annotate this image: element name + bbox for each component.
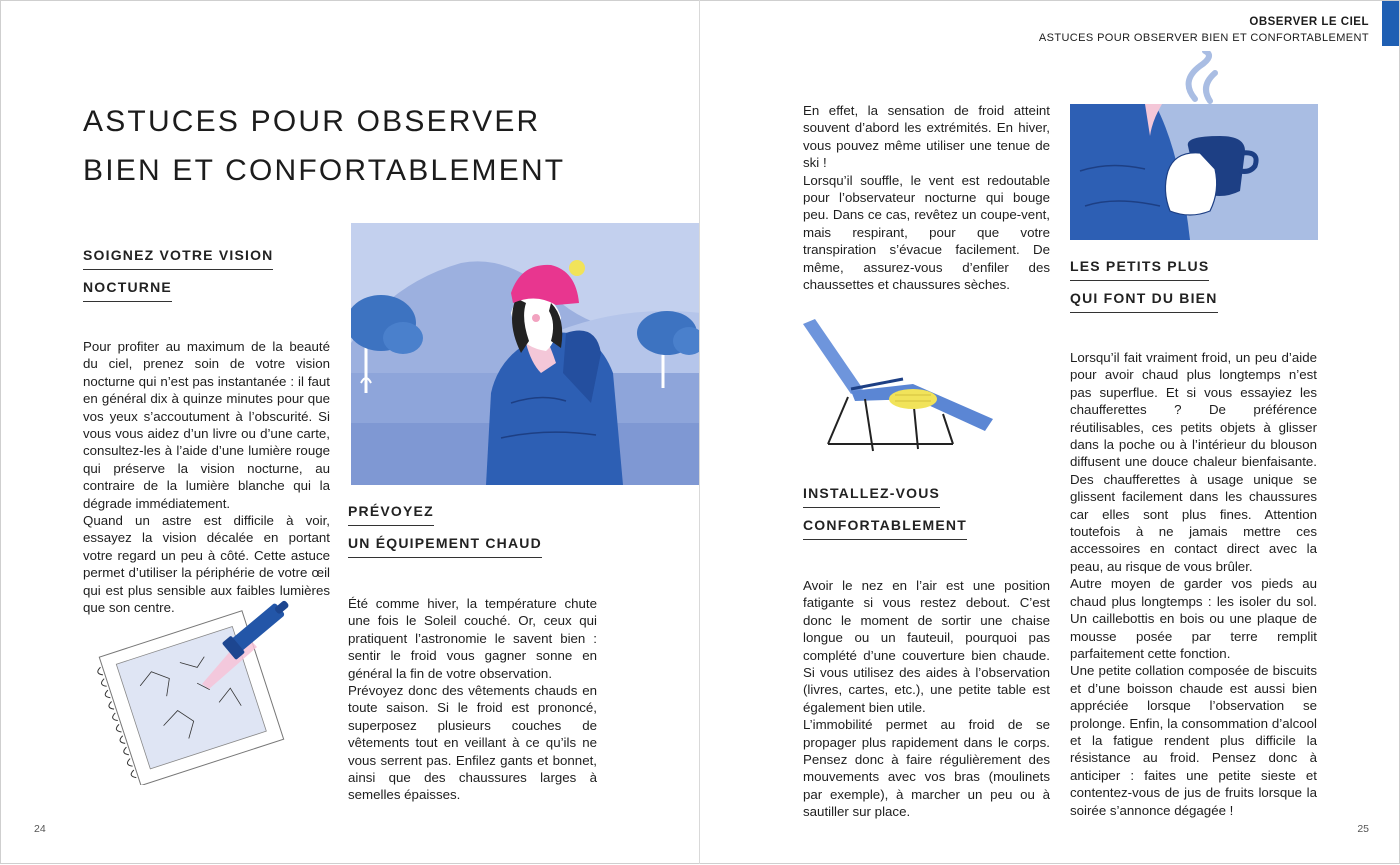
paragraph: En effet, la sensation de froid atteint souvent d’abord les extrémités. En hiver, vous pouvez même utiliser une tenue de ski !	[803, 103, 1050, 171]
heading-vision	[83, 247, 273, 311]
hot-drink-illustration	[1070, 51, 1318, 241]
paragraph: L’immobilité permet au froid de se propager plus rapidement dans le corps. Pensez donc à faire régulièrement des mouvements avec vos bras (moulinets par exemple), à marcher un peu ou à sautiller sur place.	[803, 717, 1050, 820]
text-extras	[1070, 349, 1317, 819]
paragraph: Lorsqu’il souffle, le vent est redoutable pour l’observateur nocturne qui bouge peu. Dans ce cas, revêtez un coupe-vent, mais respirant, pour que votre transpiration s’évacue facilement. De même, assurez-vous d’enfiler des chaussettes et chaussures sèches.	[803, 172, 1050, 293]
heading-vision-line-1: SOIGNEZ VOTRE VISION	[83, 247, 273, 270]
page-title	[83, 97, 683, 195]
paragraph: Lorsqu’il fait vraiment froid, un peu d’aide pour avoir chaud plus longtemps n’est pas superflue. Et si vous essayiez les chaufferettes ? De préférence réutilisables, ces petits objets à glisser dans la poche ou à l’intérieur du blouson diffusent une douce chaleur bienfaisante. Des chaufferettes à usage unique se glissent facilement dans les chaussures car elles sont plus fines. Attention toutefois à ne jamais mettre ces accessoires en contact direct avec la peau, au risque de vous brûler.	[1070, 350, 1317, 574]
title-line-2: BIEN ET CONFORTABLEMENT	[83, 154, 566, 187]
running-header-subsection: ASTUCES POUR OBSERVER BIEN ET CONFORTABLEMENT	[1038, 32, 1369, 44]
text-cold-continued	[803, 102, 1050, 293]
heading-equipment-line-1: PRÉVOYEZ	[348, 503, 434, 526]
paragraph: Autre moyen de garder vos pieds au chaud plus longtemps : les isoler du sol. Un caillebottis en bois ou une plaque de mousse posée par terre remplit parfaitement cette fonction.	[1070, 576, 1317, 661]
paragraph: Quand un astre est difficile à voir, essayez la vision décalée en portant votre regard un peu à côté. Cette astuce permet d’utiliser la périphérie de votre œil qui est plus sensible aux faibles lumières que son centre.	[83, 513, 330, 616]
paragraph: Prévoyez donc des vêtements chauds en toute saison. Si le froid est prononcé, superposez plusieurs couches de vêtements tout en veillant à ce qu’ils ne vous serrent pas. Enfilez gants et bonnet, ainsi que des chaussures larges à semelles épaisses.	[348, 683, 597, 803]
title-line-1: ASTUCES POUR OBSERVER	[83, 105, 541, 138]
paragraph: Avoir le nez en l’air est une position fatigante si vous restez debout. C’est donc le moment de sortir une chaise longue ou un fauteuil, pourquoi pas complété d’une couverture bien chaude. Si vous utilisez des aides à l’observation (livres, cartes, etc.), une petite table est également bien utile.	[803, 578, 1050, 715]
heading-vision-line-2: NOCTURNE	[83, 279, 172, 302]
paragraph: Pour profiter au maximum de la beauté du ciel, prenez soin de votre vision nocturne qui n’est pas instantanée : il faut en général dix à quinze minutes pour que vos yeux s’accoutument à l’obscurité. Si vous vous aidez d’un livre ou d’une carte, consultez-les à l’aide d’une lumière rouge qui préserve la vision nocturne, au contraire de la lumière blanche qui la dégrade immédiatement.	[83, 339, 330, 511]
heading-comfort-line-1: INSTALLEZ-VOUS	[803, 485, 940, 508]
heading-extras	[1070, 258, 1218, 322]
right-page	[700, 0, 1400, 864]
deck-chair-illustration	[803, 319, 999, 459]
woman-in-winter-coat-illustration	[351, 223, 701, 485]
running-header	[1039, 15, 1369, 46]
running-header-section: OBSERVER LE CIEL	[1249, 16, 1369, 28]
heading-equipment-line-2: UN ÉQUIPEMENT CHAUD	[348, 535, 542, 558]
left-page	[0, 0, 700, 864]
heading-comfort-line-2: CONFORTABLEMENT	[803, 517, 967, 540]
heading-extras-line-2: QUI FONT DU BIEN	[1070, 290, 1218, 313]
paragraph: Une petite collation composée de biscuits et d’une boisson chaude est aussi bien appréciée lorsque l’observation se prolonge. Enfin, la consommation d’alcool et la fatigue rendent plus difficile la résistance au froid. Pensez donc à anticiper : faites une petite sieste et contentez-vous de jus de fruits lorsque la soirée s’annonce dégagée !	[1070, 663, 1317, 818]
text-vision	[83, 338, 330, 617]
chapter-tab	[1382, 1, 1399, 46]
text-equipment	[348, 595, 597, 804]
heading-comfort	[803, 485, 967, 549]
heading-equipment	[348, 503, 542, 567]
heading-extras-line-1: LES PETITS PLUS	[1070, 258, 1209, 281]
page-number-left: 24	[34, 823, 46, 835]
text-comfort	[803, 577, 1050, 821]
star-chart-and-flashlight-illustration	[97, 599, 307, 785]
page-number-right: 25	[1357, 823, 1369, 835]
paragraph: Été comme hiver, la température chute une fois le Soleil couché. Or, ceux qui pratiquent l’astronomie le savent bien : sentir le froid vous gagner sonne en général la fin de votre observation.	[348, 596, 597, 681]
